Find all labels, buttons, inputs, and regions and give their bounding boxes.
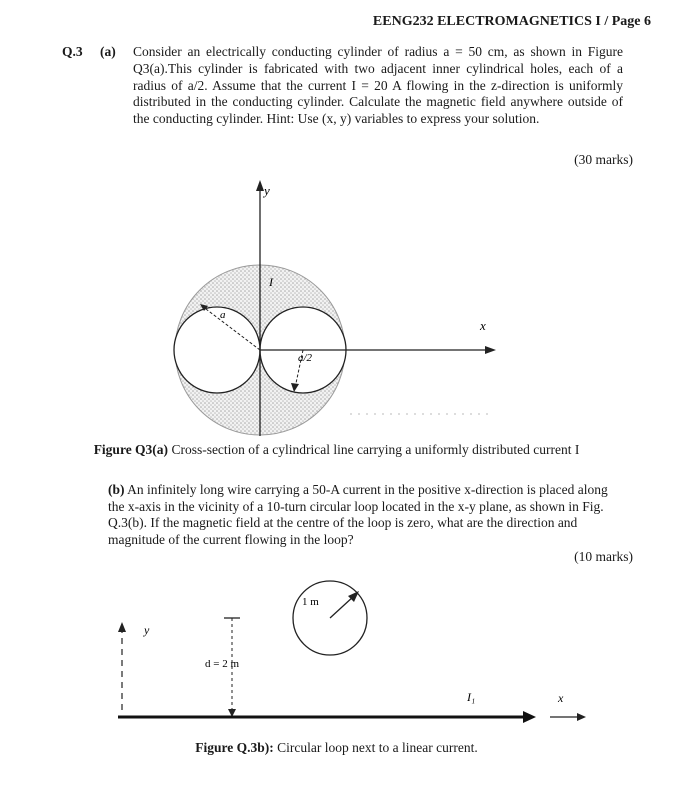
figure-q3b-caption (0, 740, 673, 756)
current-I1-label: I₁ (467, 690, 476, 704)
y-axis-arrow-b (118, 622, 126, 632)
page-header: EENG232 ELECTROMAGNETICS I / Page 6 (372, 14, 651, 29)
figure-q3a (160, 178, 520, 438)
part-a-marks: (30 marks) (574, 152, 633, 167)
caption-a-rest: Cross-section of a cylindrical line carrying a uniformly distributed current I (168, 442, 580, 457)
loop-radius-label: 1 m (302, 596, 319, 608)
caption-b-bold: Figure Q.3b): (195, 740, 274, 755)
x-axis-label: x (480, 318, 486, 333)
x-axis-arrow (485, 346, 496, 354)
radius-half-label: a/2 (298, 352, 313, 364)
loop-radius (330, 596, 354, 618)
part-b-label: (b) (108, 482, 125, 497)
figure-q3b (110, 570, 590, 735)
x-axis-label-b: x (558, 691, 564, 705)
part-a-text: Consider an electrically conducting cylinder of radius a = 50 cm, as shown in Figure Q3(a).This cylinder is fabricated with two adjacent inner cylindrical holes, each of a radius of a/2. Assume that the current I = 20 A flowing in the z-direction is uniformly distributed in the conducting cylinder. Calculate the magnetic field anywhere outside of the conducting cylinder. Hint: Use (x, y) variables to express your solution. (133, 44, 623, 127)
y-axis-label-b: y (144, 623, 150, 637)
y-axis-arrow (256, 180, 264, 191)
y-axis-label: y (264, 183, 270, 198)
part-a-label: (a) (100, 44, 116, 59)
figure-q3a-caption (0, 442, 673, 458)
current-label: I (269, 275, 273, 289)
part-b-marks: (10 marks) (574, 549, 633, 564)
part-b (108, 482, 613, 548)
question-number: Q.3 (62, 44, 83, 59)
caption-a-bold: Figure Q3(a) (93, 442, 169, 457)
caption-b-rest: Circular loop next to a linear current. (273, 740, 478, 755)
x-axis-arrow-b (577, 713, 586, 721)
part-b-text: An infinitely long wire carrying a 50-A current in the positive x-direction is placed along the x-axis in the vicinity of a 10-turn circular loop located in the x-y plane, as shown in Fig. Q.3(b). If the magnetic field at the centre of the loop is zero, what are the direction and magnitude of the current flowing in the loop? (108, 482, 608, 547)
distance-label: d = 2 m (205, 658, 240, 670)
wire-arrow (523, 711, 536, 723)
radius-a-label: a (220, 309, 226, 321)
inner-hole-left (174, 307, 260, 393)
